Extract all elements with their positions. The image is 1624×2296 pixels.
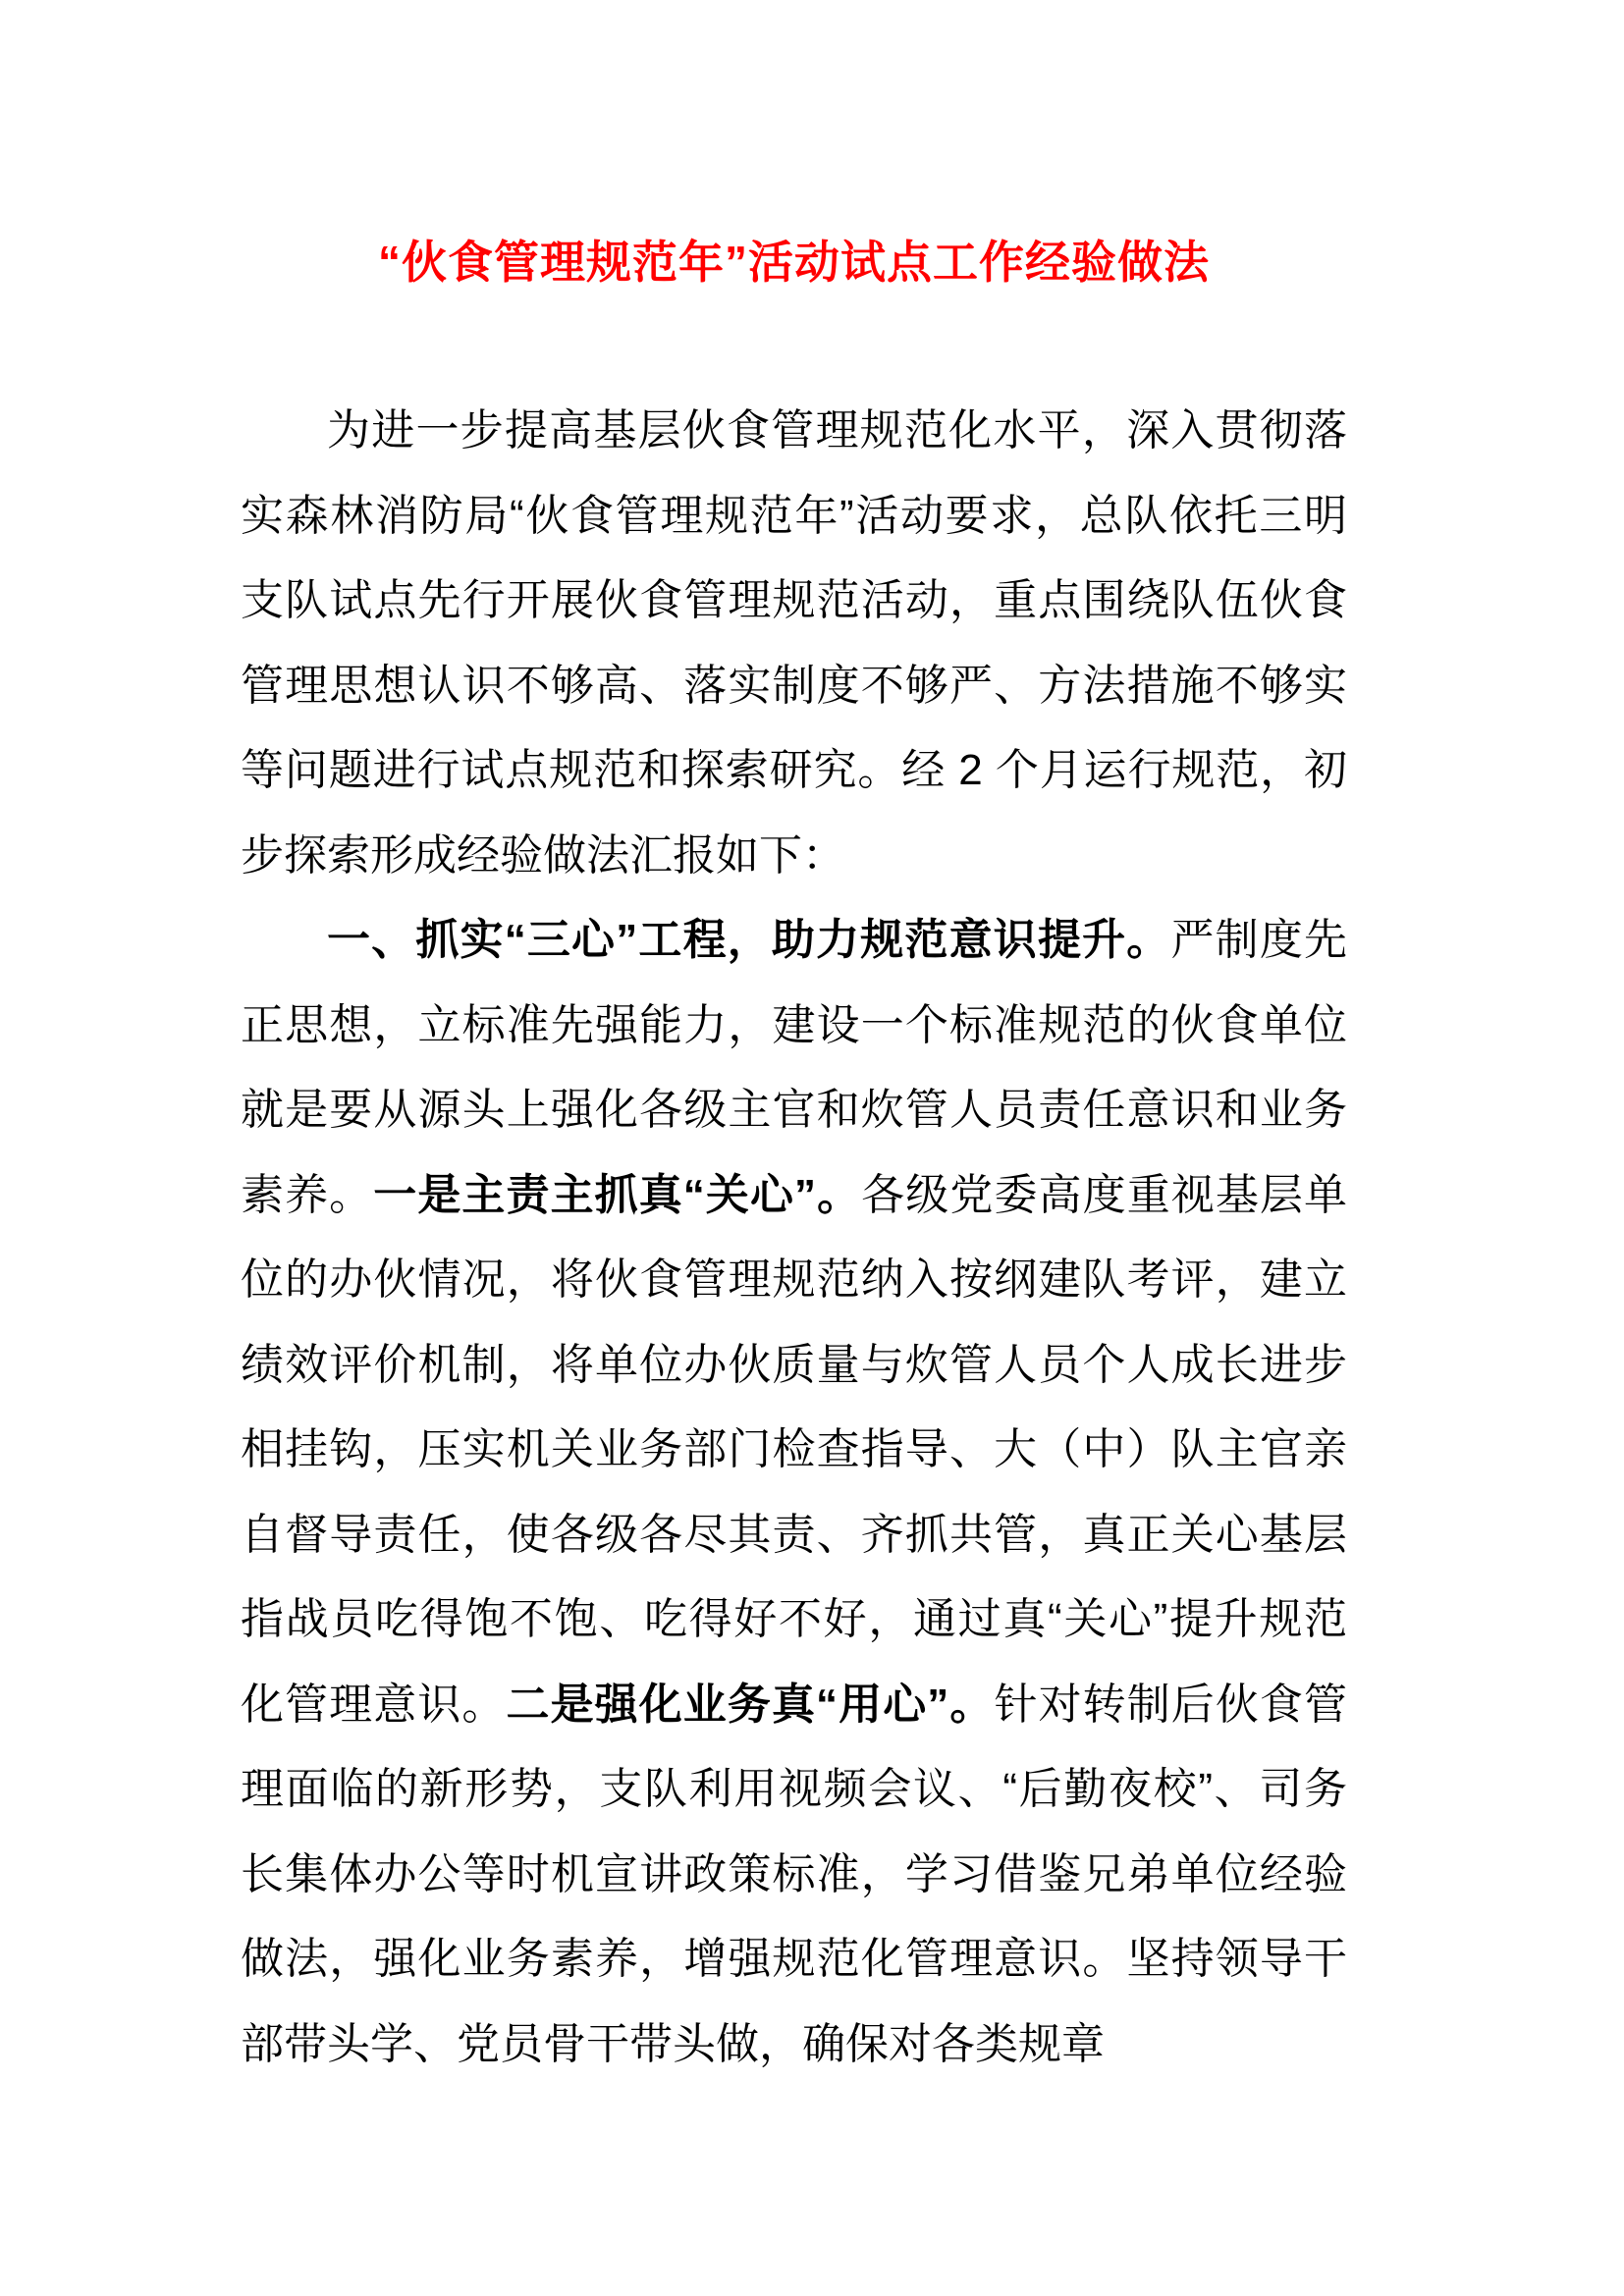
text-run: 为进一步提高基层伙食管理规范化水平，深入贯彻落实森林消防局“伙食管理规范年”活动要求，总队依托三明支队试点先行开展伙食管理规范活动，重点围绕队伍伙食管理思想认识不够高、落实制度不够严、方法措施不够实等问题进行试点规范和探索研究。经 2 个月运行规范，初步探索形成经验做法汇报如下： (241, 406, 1347, 880)
text-run: 严制度先正思想，立标准先强能力，建设一个标准规范的伙食单位就是要从源头上强化各级主官和炊管人员责任意识和业务素养。 (241, 916, 1348, 1219)
paragraph-section-one (241, 898, 1347, 2087)
document-title: “伙食管理规范年”活动试点工作经验做法 (378, 237, 1210, 288)
text-run: 针对转制后伙食管理面临的新形势，支队利用视频会议、“后勤夜校”、司务长集体办公等时机宣讲政策标准，学习借鉴兄弟单位经验做法，强化业务素养，增强规范化管理意识。坚持领导干部带头学、党员骨干带头做，确保对各类规章 (241, 1680, 1348, 2068)
paragraph-intro (241, 389, 1347, 898)
bold-heading-run: 一、抓实“三心”工程，助力规范意识提升。 (327, 916, 1171, 964)
bold-subheading-run: 一是主责主抓真“关心”。 (373, 1170, 862, 1219)
text-run: 各级党委高度重视基层单位的办伙情况，将伙食管理规范纳入按纲建队考评，建立绩效评价机制，将单位办伙质量与炊管人员个人成长进步相挂钩，压实机关业务部门检查指导、大（中）队主官亲自督导责任，使各级各尽其责、齐抓共管，真正关心基层指战员吃得饱不饱、吃得好不好，通过真“关心”提升规范化管理意识。 (241, 1170, 1348, 1729)
bold-subheading-run: 二是强化业务真“用心”。 (506, 1680, 995, 1729)
